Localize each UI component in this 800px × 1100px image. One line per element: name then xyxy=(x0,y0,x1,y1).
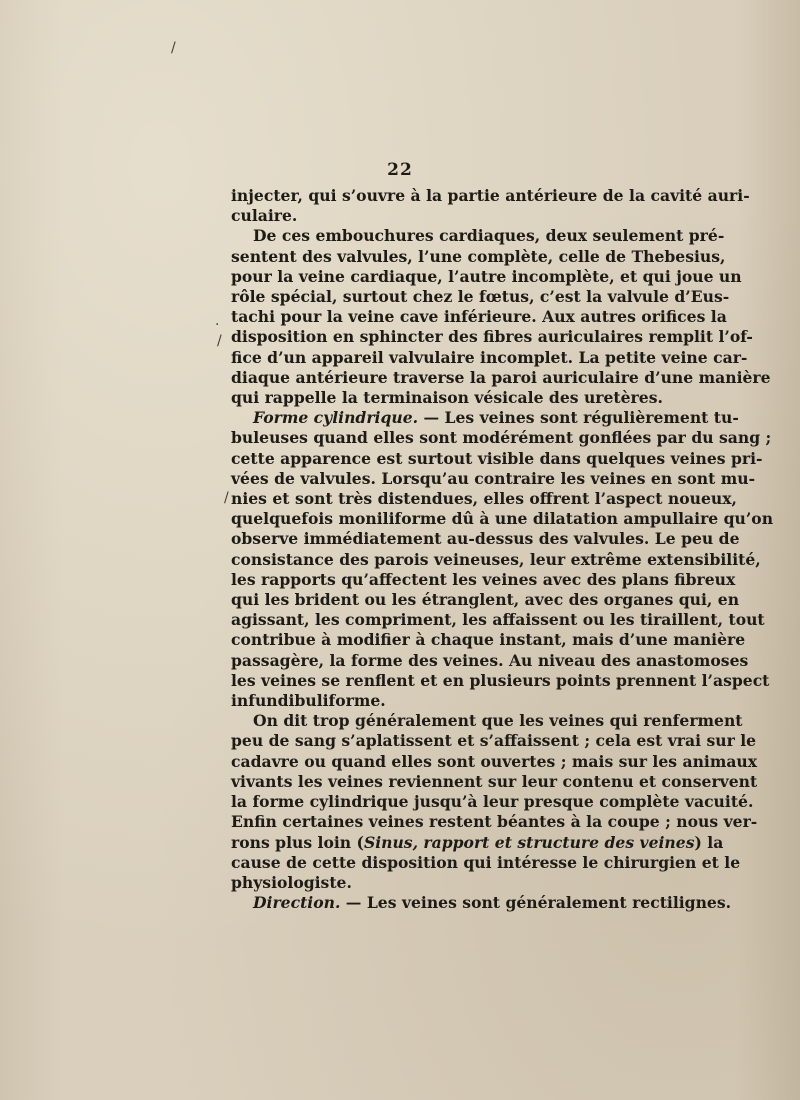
text-line: infundibuliforme. xyxy=(231,691,386,711)
text-line: observe immédiatement au-dessus des valvules. Le peu de xyxy=(231,529,740,549)
text-line: agissant, les compriment, les affaissent ou les tiraillent, tout xyxy=(231,610,765,630)
text-line: diaque antérieure traverse la paroi auriculaire d’une manière xyxy=(231,367,771,387)
text-line: qui rappelle la terminaison vésicale des uretères. xyxy=(231,388,663,408)
text-line: fice d’un appareil valvulaire incomplet. La petite veine car- xyxy=(231,347,748,367)
text-line: sentent des valvules, l’une complète, celle de Thebesius, xyxy=(231,246,726,266)
text-line: cette apparence est surtout visible dans quelques veines pri- xyxy=(231,448,763,468)
text-line: vivants les veines reviennent sur leur contenu et conservent xyxy=(231,771,758,791)
text-line: contribue à modifier à chaque instant, mais d’une manière xyxy=(231,630,746,650)
text-line: peu de sang s’aplatissent et s’affaissent ; cela est vrai sur le xyxy=(231,731,757,751)
text-line: On dit trop généralement que les veines qui renferment xyxy=(253,711,743,731)
margin-mark: / xyxy=(217,333,222,349)
text-line: physiologiste. xyxy=(231,872,352,892)
text-line: injecter, qui s’ouvre à la partie antérieure de la cavité auri- xyxy=(231,186,750,205)
text-line: les veines se renflent et en plusieurs points prennent l’aspect xyxy=(231,670,770,690)
text-line: culaire. xyxy=(231,206,298,226)
text-line: qui les brident ou les étranglent, avec des organes qui, en xyxy=(231,590,740,610)
text-line: disposition en sphincter des fibres auriculaires remplit l’of- xyxy=(231,327,753,347)
text-line: Enfin certaines veines restent béantes à la coupe ; nous ver- xyxy=(231,812,758,832)
text-line: rôle spécial, surtout chez le fœtus, c’est la valvule d’Eus- xyxy=(231,287,730,307)
text-line: les rapports qu’affectent les veines avec des plans fibreux xyxy=(231,569,736,589)
text-line: cause de cette disposition qui intéresse le chirurgien et le xyxy=(231,852,741,872)
text-line: tachi pour la veine cave inférieure. Aux autres orifices la xyxy=(231,307,727,327)
section-heading: Forme cylindrique. xyxy=(253,408,419,428)
page-number: 22 xyxy=(387,160,413,180)
text-line: consistance des parois veineuses, leur extrême extensibilité, xyxy=(231,549,761,569)
text-line: passagère, la forme des veines. Au niveau des anastomoses xyxy=(231,650,749,670)
text-line: buleuses quand elles sont modérément gonflées par du sang ; xyxy=(231,428,772,448)
cross-reference: Sinus, rapport et structure des veines xyxy=(363,832,695,852)
section-heading: Direction. xyxy=(253,893,341,913)
body-text xyxy=(231,186,774,913)
text-line: nies et sont très distendues, elles offrent l’aspect noueux, xyxy=(231,489,737,509)
text-line: Direction. — Les veines sont généralement rectilignes. xyxy=(253,893,732,913)
margin-mark: / xyxy=(224,490,229,506)
margin-mark: / xyxy=(171,40,176,56)
text-line: vées de valvules. Lorsqu’au contraire les veines en sont mu- xyxy=(231,468,756,488)
text-line: Forme cylindrique. — Les veines sont régulièrement tu- xyxy=(253,408,739,428)
text-line: quelquefois moniliforme dû à une dilatation ampullaire qu’on xyxy=(231,509,774,529)
text-line: pour la veine cardiaque, l’autre incomplète, et qui joue un xyxy=(231,266,742,286)
margin-mark: . xyxy=(215,313,220,329)
text-line: De ces embouchures cardiaques, deux seulement pré- xyxy=(253,226,725,246)
text-line: rons plus loin (Sinus, rapport et structure des veines) la xyxy=(231,832,724,852)
text-line: la forme cylindrique jusqu’à leur presque complète vacuité. xyxy=(231,792,754,812)
text-line: cadavre ou quand elles sont ouvertes ; mais sur les animaux xyxy=(231,751,758,771)
